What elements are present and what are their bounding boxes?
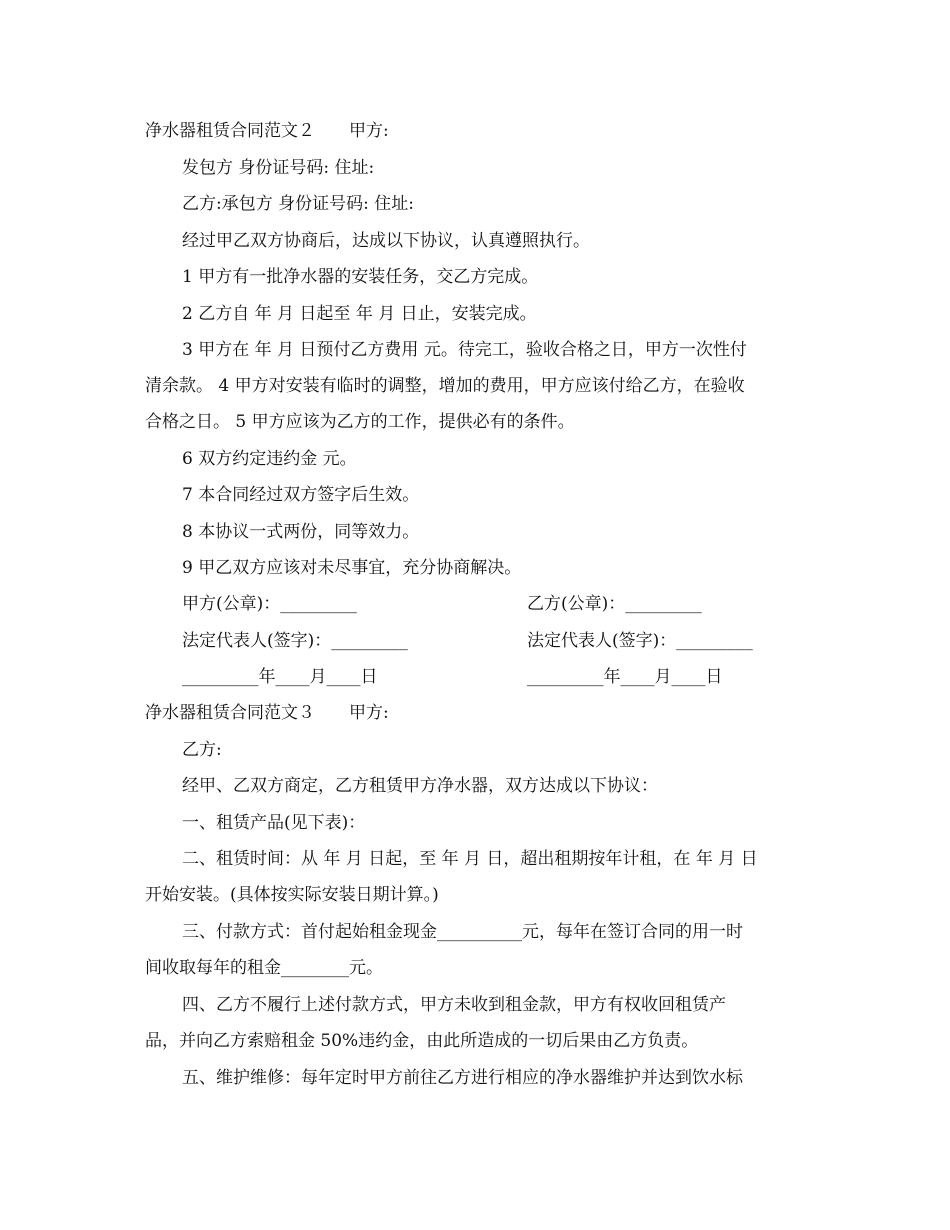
paragraph: 2 乙方自 年 月 日起至 年 月 日止，安装完成。 xyxy=(182,304,537,324)
paragraph-line: 开始安装。(具体按实际安装日期计算。) xyxy=(145,885,439,905)
paragraph: 7 本合同经过双方签字后生效。 xyxy=(182,485,420,505)
party-b-date-line: _________年____月____日 xyxy=(527,667,723,687)
section-heading: 净水器租赁合同范文２ 甲方: xyxy=(145,121,389,141)
paragraph-line: 间收取每年的租金________元。 xyxy=(145,958,383,978)
paragraph-line: 四、乙方不履行上述付款方式，甲方未收到租金款，甲方有权收回租赁产 xyxy=(182,995,726,1015)
paragraph: 经甲、乙双方商定，乙方租赁甲方净水器，双方达成以下协议： xyxy=(182,776,658,796)
paragraph: 乙方:承包方 身份证号码: 住址: xyxy=(182,194,414,214)
paragraph-line: 合格之日。 5 甲方应该为乙方的工作，提供必有的条件。 xyxy=(145,412,575,432)
paragraph-line: 清余款。 4 甲方对安装有临时的调整，增加的费用，甲方应该付给乙方，在验收 xyxy=(145,376,745,396)
paragraph: 发包方 身份证号码: 住址: xyxy=(182,158,375,178)
paragraph: 乙方: xyxy=(182,740,222,760)
paragraph: 1 甲方有一批净水器的安装任务，交乙方完成。 xyxy=(182,267,539,287)
party-b-seal-line: 乙方(公章)：_________ xyxy=(527,594,702,614)
paragraph-line: 五、维护维修：每年定时甲方前往乙方进行相应的净水器维护并达到饮水标 xyxy=(182,1068,743,1088)
paragraph: 9 甲乙双方应该对未尽事宜，充分协商解决。 xyxy=(182,558,522,578)
paragraph-line: 三、付款方式：首付起始租金现金__________元，每年在签订合同的用一时 xyxy=(182,922,743,942)
paragraph: 6 双方约定违约金 元。 xyxy=(182,449,357,469)
paragraph: 经过甲乙双方协商后，达成以下协议，认真遵照执行。 xyxy=(182,231,590,251)
section-heading: 净水器租赁合同范文３ 甲方: xyxy=(145,703,389,723)
party-b-rep-line: 法定代表人(签字)：_________ xyxy=(527,631,753,651)
paragraph: 8 本协议一式两份，同等效力。 xyxy=(182,522,420,542)
party-a-seal-line: 甲方(公章)：_________ xyxy=(182,594,357,614)
paragraph-line: 3 甲方在 年 月 日预付乙方费用 元。待完工，验收合格之日，甲方一次性付 xyxy=(182,340,747,360)
paragraph: 一、租赁产品(见下表)： xyxy=(182,813,366,833)
paragraph-line: 二、租赁时间：从 年 月 日起，至 年 月 日，超出租期按年计租，在 年 月 日 xyxy=(182,849,758,869)
party-a-date-line: _________年____月____日 xyxy=(182,667,378,687)
party-a-rep-line: 法定代表人(签字)：_________ xyxy=(182,631,408,651)
paragraph-line: 品，并向乙方索赔租金 50%违约金，由此所造成的一切后果由乙方负责。 xyxy=(145,1031,699,1051)
